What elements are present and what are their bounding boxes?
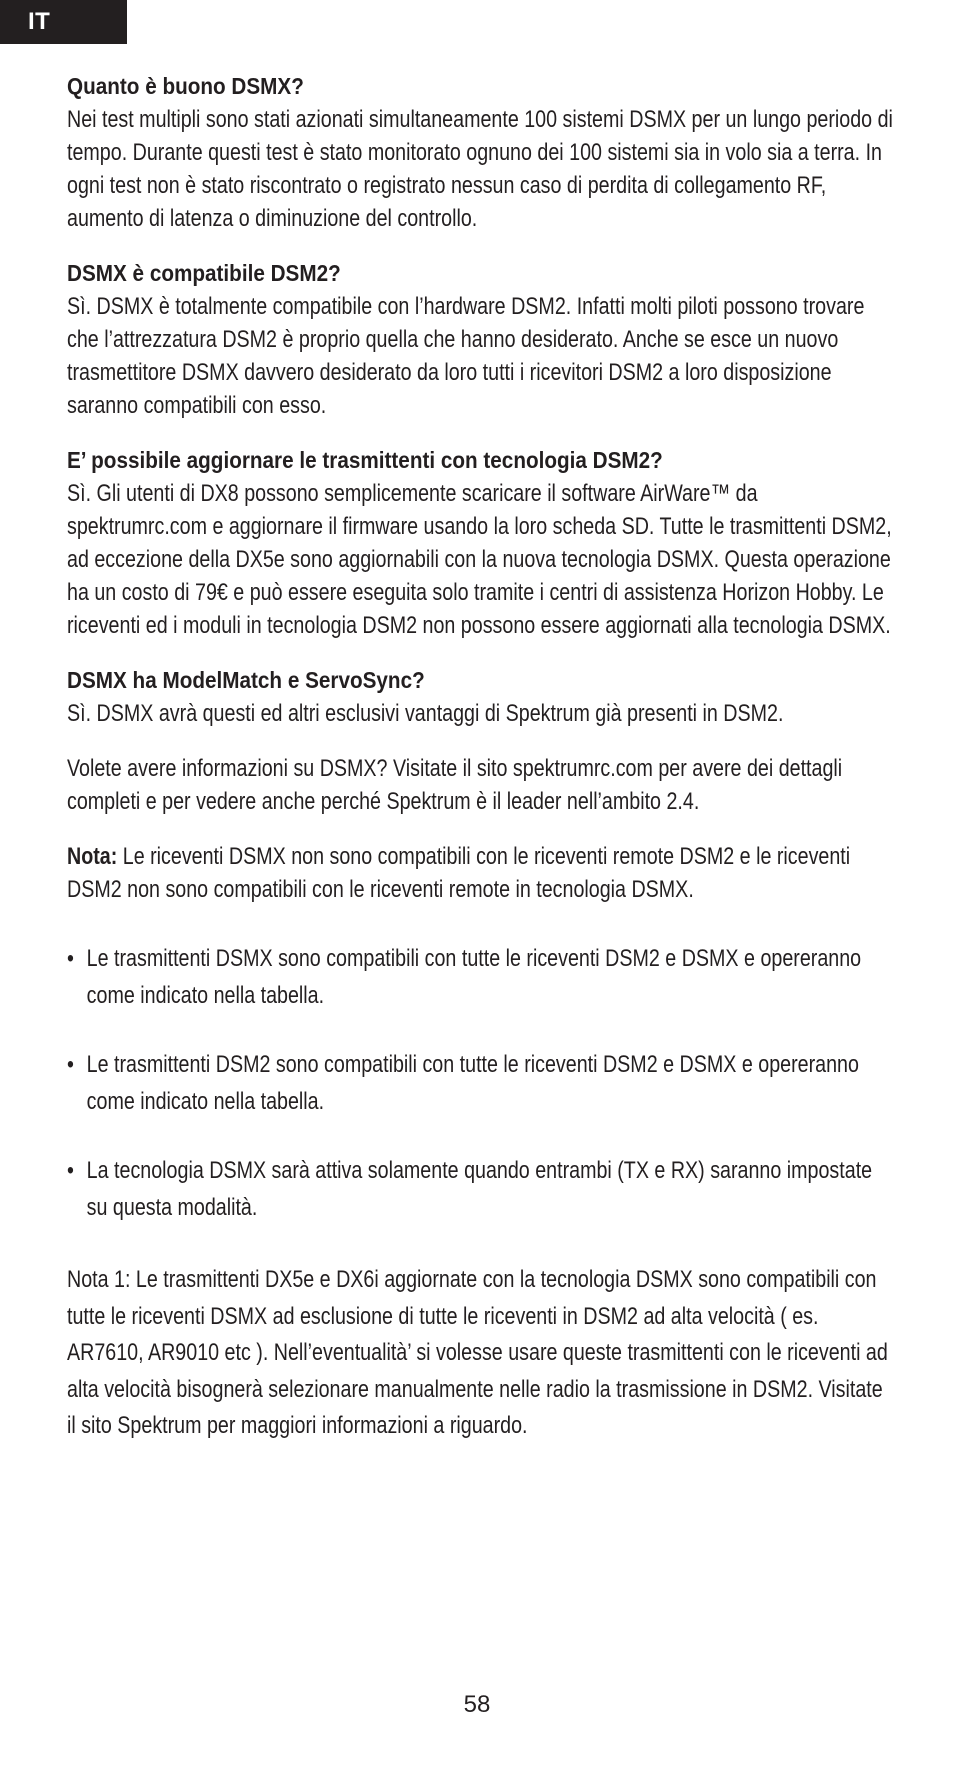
list-item-text: La tecnologia DSMX sarà attiva solamente quando entrambi (TX e RX) saranno impostate su questa modalità. [86, 1157, 873, 1221]
note-paragraph [67, 840, 895, 906]
faq-section-modelmatch [67, 664, 893, 730]
language-tab: IT [0, 0, 127, 44]
section-heading: Quanto è buono DSMX? [67, 73, 304, 99]
info-paragraph: Volete avere informazioni su DSMX? Visitate il sito spektrumrc.com per avere dei dettagli completi e per vedere anche perché Spektrum è il leader nell’ambito 2.4. [67, 755, 843, 815]
list-item [67, 1152, 879, 1226]
section-heading: DSMX è compatibile DSM2? [67, 260, 341, 286]
note-label: Nota: [67, 843, 118, 870]
bullet-icon: • [67, 1157, 74, 1184]
faq-section-quality [67, 70, 893, 235]
section-body: Sì. Gli utenti di DX8 possono semplicemente scaricare il software AirWare™ da spektrumrc.com e aggiornare il firmware usando la loro scheda SD. Tutte le trasmittenti DSM2, ad eccezione della DX5e sono aggiornabili con la nuova tecnologia DSMX. Questa operazione ha un costo di 79€ e può essere eseguita solo tramite i centri di assistenza Horizon Hobby. Le riceventi ed i moduli in tecnologia DSM2 non possono essere aggiornati alla tecnologia DSMX. [67, 480, 892, 639]
page-content [67, 70, 893, 1469]
footnote-paragraph: Nota 1: Le trasmittenti DX5e e DX6i aggiornate con la tecnologia DSMX sono compatibili con tutte le riceventi DSMX ad esclusione di tutte le riceventi in DSM2 ad alta velocità ( es. AR7610, AR9010 etc ). Nell’eventualità’ si volesse usare queste trasmittenti con le riceventi ad alta velocità bisognerà selezionare manualmente nelle radio la trasmissione in DSM2. Visitate il sito Spektrum per maggiori informazioni a riguardo. [67, 1266, 888, 1439]
section-body: Nei test multipli sono stati azionati simultaneamente 100 sistemi DSMX per un lungo periodo di tempo. Durante questi test è stato monitorato ognuno dei 100 sistemi sia in volo sia a terra. In ogni test non è stato riscontrato o registrato nessun caso di perdita di collegamento RF, aumento di latenza o diminuzione del controllo. [67, 106, 893, 232]
page-number: 58 [463, 1691, 491, 1718]
list-item-text: Le trasmittenti DSMX sono compatibili con tutte le riceventi DSM2 e DSMX e opereranno come indicato nella tabella. [86, 945, 862, 1009]
section-body: Sì. DSMX avrà questi ed altri esclusivi vantaggi di Spektrum già presenti in DSM2. [67, 700, 784, 727]
section-heading: E’ possibile aggiornare le trasmittenti con tecnologia DSM2? [67, 447, 663, 473]
list-item-text: Le trasmittenti DSM2 sono compatibili con tutte le riceventi DSM2 e DSMX e opereranno come indicato nella tabella. [86, 1051, 859, 1115]
bullet-icon: • [67, 945, 74, 972]
bullet-list [67, 940, 893, 1226]
faq-section-upgrade [67, 444, 893, 642]
list-item [67, 1046, 879, 1120]
list-item [67, 940, 879, 1014]
section-heading: DSMX ha ModelMatch e ServoSync? [67, 667, 425, 693]
section-body: Sì. DSMX è totalmente compatibile con l’hardware DSM2. Infatti molti piloti possono trovare che l’attrezzatura DSM2 è proprio quella che hanno desiderato. Anche se esce un nuovo trasmettitore DSMX davvero desiderato da loro tutti i ricevitori DSM2 a loro disposizione saranno compatibili con esso. [67, 293, 865, 419]
faq-section-compatibility [67, 257, 893, 422]
note-text: Le riceventi DSMX non sono compatibili con le riceventi remote DSM2 e le riceventi DSM2 non sono compatibili con le riceventi remote in tecnologia DSMX. [67, 843, 851, 903]
bullet-icon: • [67, 1051, 74, 1078]
